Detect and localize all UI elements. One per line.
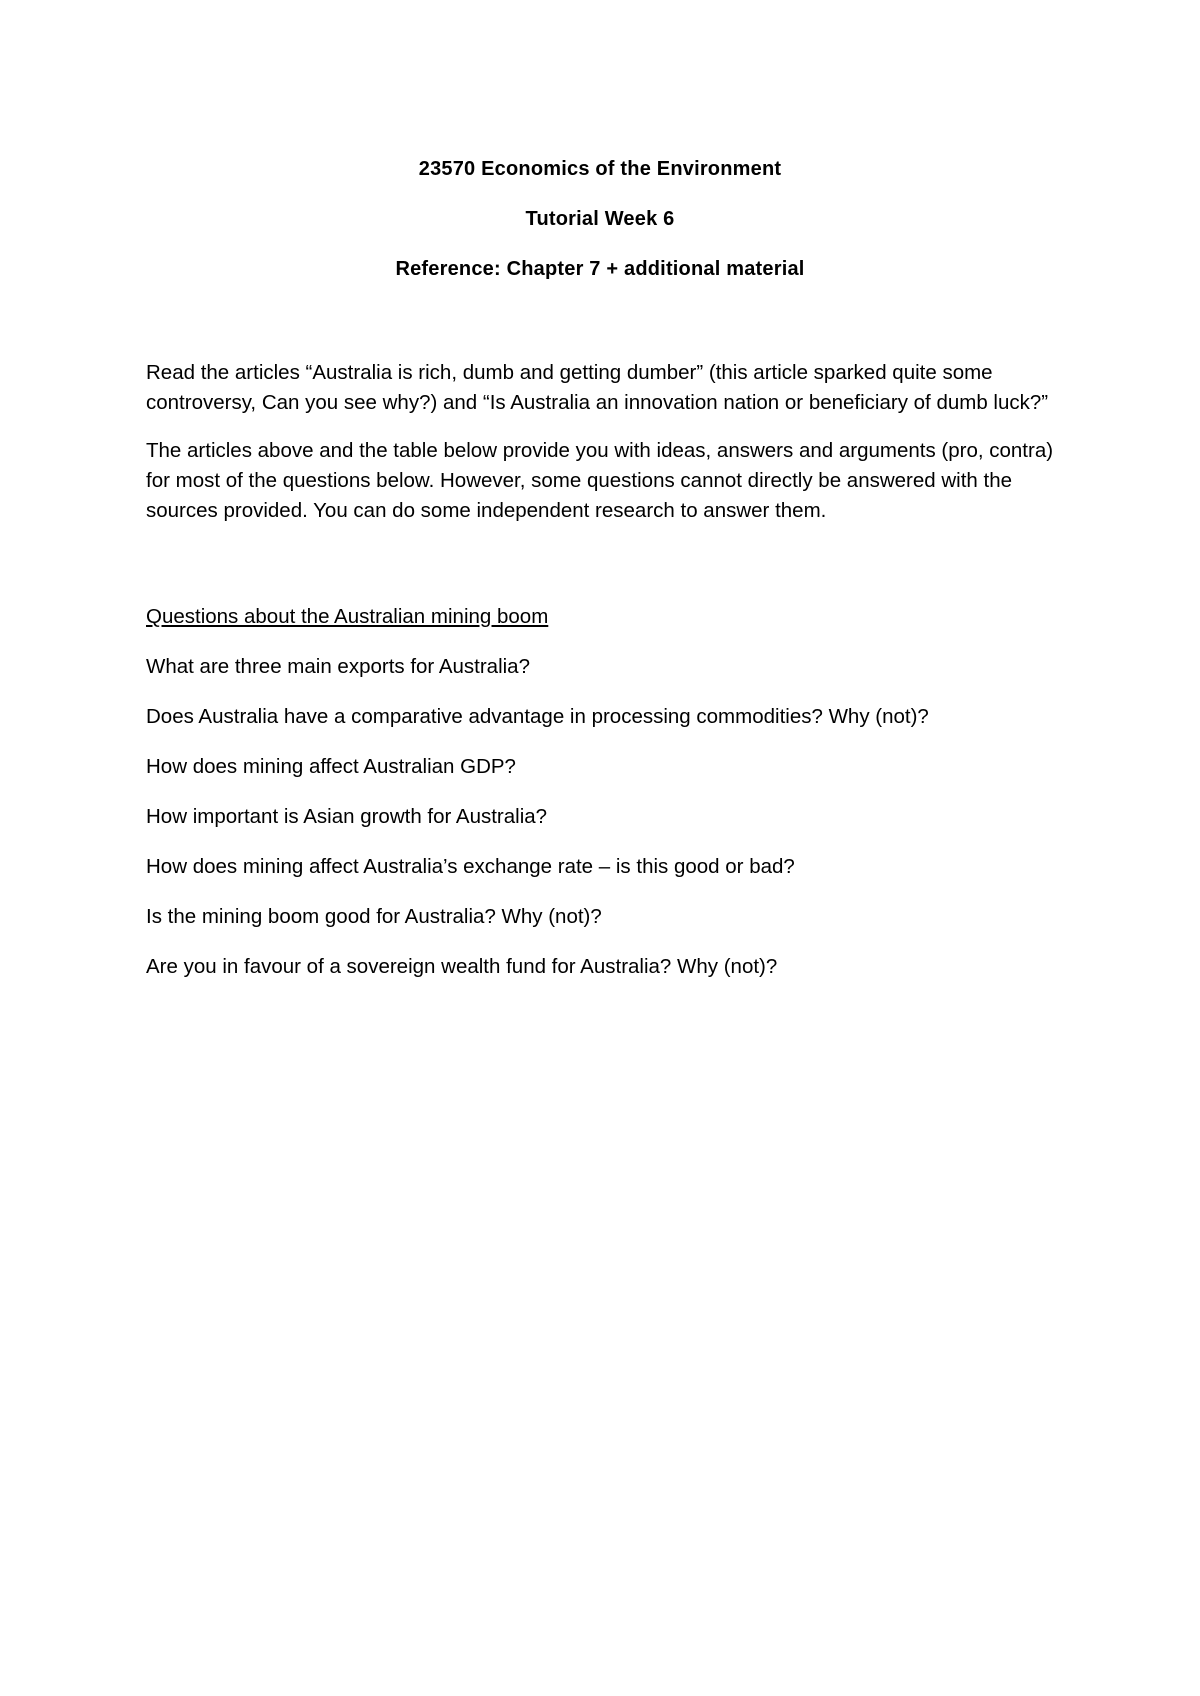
question-item: How does mining affect Australia’s exchange rate – is this good or bad?: [146, 855, 795, 878]
question-item: How important is Asian growth for Australia?: [146, 805, 548, 828]
course-title: 23570 Economics of the Environment: [418, 158, 782, 180]
question-item: Are you in favour of a sovereign wealth fund for Australia? Why (not)?: [146, 955, 778, 978]
tutorial-title: Tutorial Week 6: [525, 208, 675, 230]
questions-heading: Questions about the Australian mining boom: [146, 605, 549, 628]
document-header: [0, 157, 1200, 307]
question-item: What are three main exports for Australia?: [146, 655, 530, 678]
document-body: [146, 358, 1066, 1002]
reference-line: Reference: Chapter 7 + additional material: [395, 258, 805, 280]
intro-paragraph-2: The articles above and the table below provide you with ideas, answers and arguments (pro, contra) for most of the questions below. However, some questions cannot directly be answered with the sources provided. You can do some independent research to answer them.: [146, 439, 1054, 522]
section-spacer: [146, 544, 1066, 602]
intro-paragraph-1: Read the articles “Australia is rich, dumb and getting dumber” (this article sparked quite some controversy, Can you see why?) and “Is Australia an innovation nation or beneficiary of dumb luck?”: [146, 361, 1049, 414]
question-item: Does Australia have a comparative advantage in processing commodities? Why (not)?: [146, 705, 929, 728]
question-item: Is the mining boom good for Australia? Why (not)?: [146, 905, 602, 928]
question-item: How does mining affect Australian GDP?: [146, 755, 516, 778]
